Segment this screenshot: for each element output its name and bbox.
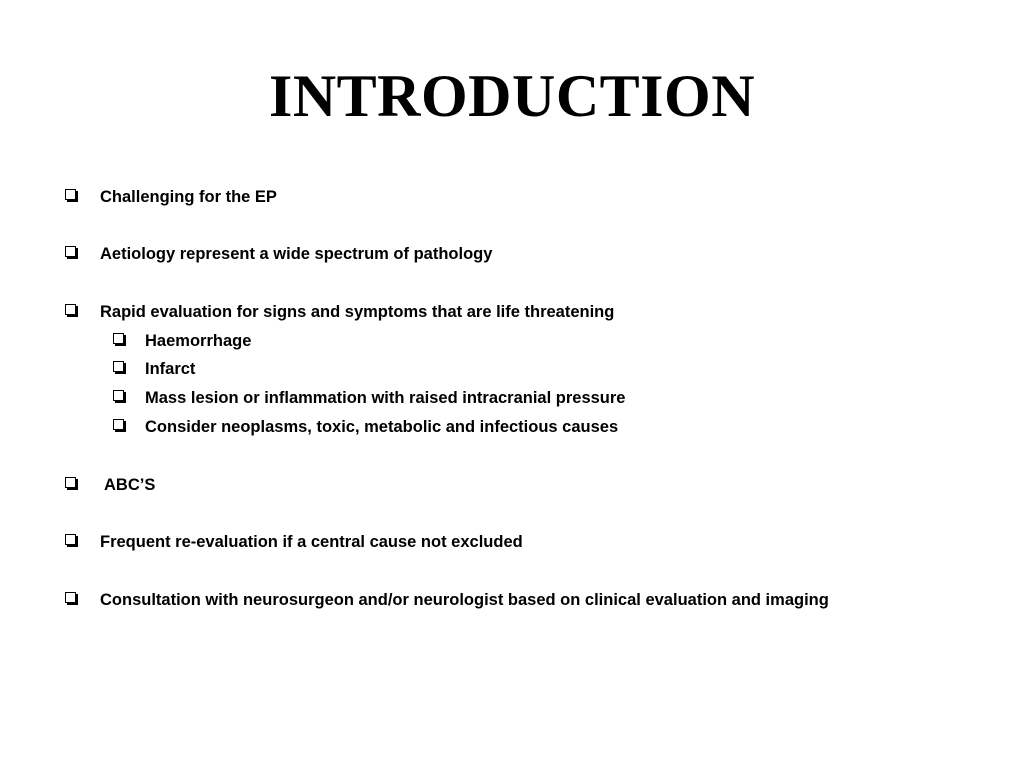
square-bullet-icon	[65, 304, 78, 317]
bullet-text: Rapid evaluation for signs and symptoms that are life threatening	[100, 303, 615, 321]
sub-bullet-text: Mass lesion or inflammation with raised intracranial pressure	[145, 389, 626, 407]
square-bullet-icon	[113, 419, 126, 432]
square-bullet-icon	[113, 361, 126, 374]
square-bullet-icon	[65, 592, 78, 605]
square-bullet-icon	[65, 246, 78, 259]
bullet-text: Consultation with neurosurgeon and/or neurologist based on clinical evaluation and imaging	[100, 591, 829, 609]
bullet-text: Aetiology represent a wide spectrum of pathology	[100, 245, 493, 263]
square-bullet-icon	[65, 477, 78, 490]
bullet-text: ABC’S	[104, 476, 156, 494]
bullet-text: Challenging for the EP	[100, 188, 277, 206]
bullet-text: Frequent re-evaluation if a central cause not excluded	[100, 533, 523, 551]
square-bullet-icon	[65, 189, 78, 202]
slide-title: INTRODUCTION	[268, 63, 756, 129]
square-bullet-icon	[113, 390, 126, 403]
square-bullet-icon	[113, 333, 126, 346]
sub-bullet-text: Consider neoplasms, toxic, metabolic and infectious causes	[145, 418, 619, 436]
square-bullet-icon	[65, 534, 78, 547]
sub-bullet-text: Infarct	[145, 360, 196, 378]
sub-bullet-text: Haemorrhage	[145, 332, 252, 350]
